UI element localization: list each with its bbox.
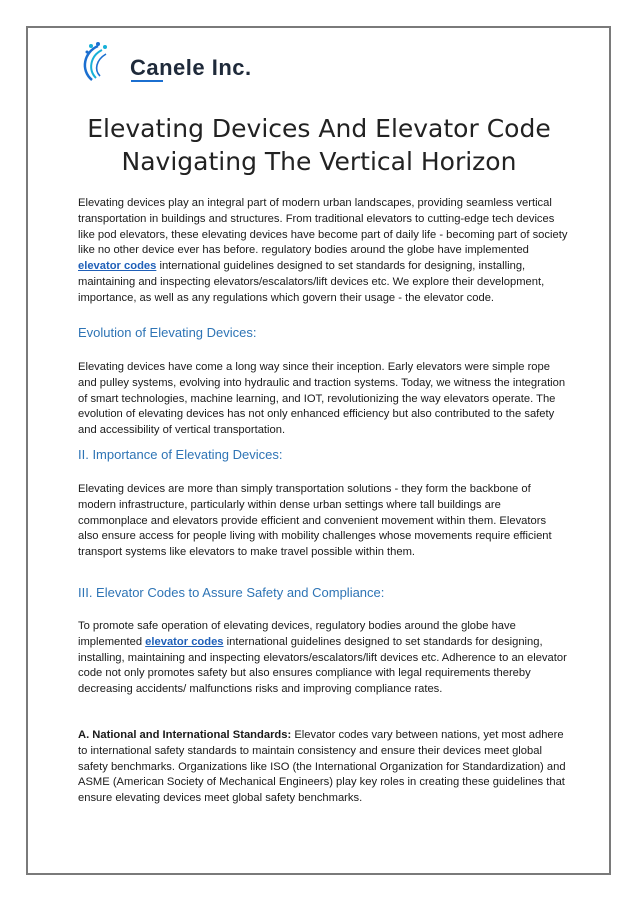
section3-heading: III. Elevator Codes to Assure Safety and Compliance: [78, 585, 385, 600]
logo-swirl-icon [78, 40, 118, 86]
brand-underline [131, 80, 163, 82]
page-title [60, 112, 578, 178]
title-line-1: Elevating Devices And Elevator Code [87, 114, 551, 143]
title-line-2: Navigating The Vertical Horizon [121, 147, 517, 176]
subsection-a-lead: A. National and International Standards: [78, 729, 292, 741]
section3-paragraph [78, 619, 568, 698]
elevator-codes-link-2[interactable]: elevator codes [145, 635, 224, 648]
section3-text-1: To promote safe operation of elevating devices, regulatory bodies around the globe have implemented [78, 620, 516, 648]
section2-paragraph: Elevating devices are more than simply transportation solutions - they form the backbone of modern infrastructure, particularly within dense urban settings where tall buildings are commonplace and elevators provide efficient and convenient movement within them. Elevators also ensure access for people living with mobility challenges whose movements require efficient transport systems like elevators to make travel possible within them. [78, 483, 552, 559]
subsection-a-text: Elevator codes vary between nations, yet most adhere to international safety standards to maintain consistency and ensure their devices meet global safety benchmarks. Organizations like ISO (the International Organization for Standardization) and ASME (American Society of Mechanical Engineers) play key roles in creating these guidelines that ensure elevating devices meet global safety benchmarks. [78, 729, 566, 805]
intro-text-1: Elevating devices play an integral part of modern urban landscapes, providing seamless vertical transportation in buildings and structures. From traditional elevators to cutting-edge tech devices like pod elevators, these elevating devices have become part of daily life - becoming part of society like no other device ever has before. regulatory bodies around the globe have implemented [78, 197, 568, 257]
section1-paragraph: Elevating devices have come a long way since their inception. Early elevators were simple rope and pulley systems, evolving into hydraulic and traction systems. Today, we witness the integration of smart technologies, machine learning, and IOT, revolutionizing the way elevators operate. The evolution of elevating devices has not only enhanced efficiency but also contributed to the safety and accessibility of vertical transportation. [78, 361, 566, 437]
brand-name: Canele Inc. [130, 55, 252, 80]
section1-heading: Evolution of Elevating Devices: [78, 325, 257, 340]
intro-paragraph [78, 196, 568, 307]
section3-text-2: international guidelines designed to set standards for designing, installing, maintaining and inspecting elevators/escalators/lift devices etc. Adherence to an elevator code not only promotes safety but also ensures compliance with legal requirements thereby decreasing accidents/ malfunctions risks and improving compliance rates. [78, 635, 567, 696]
intro-text-2: international guidelines designed to set standards for designing, installing, maintaining and inspecting elevators/escalators/lift devices etc. We explore their development, importance, as well as any regulations which govern their usage - the elevator code. [78, 260, 545, 304]
subsection-a-paragraph [78, 728, 568, 807]
elevator-codes-link[interactable]: elevator codes [78, 260, 157, 273]
section2-heading: II. Importance of Elevating Devices: [78, 447, 283, 462]
